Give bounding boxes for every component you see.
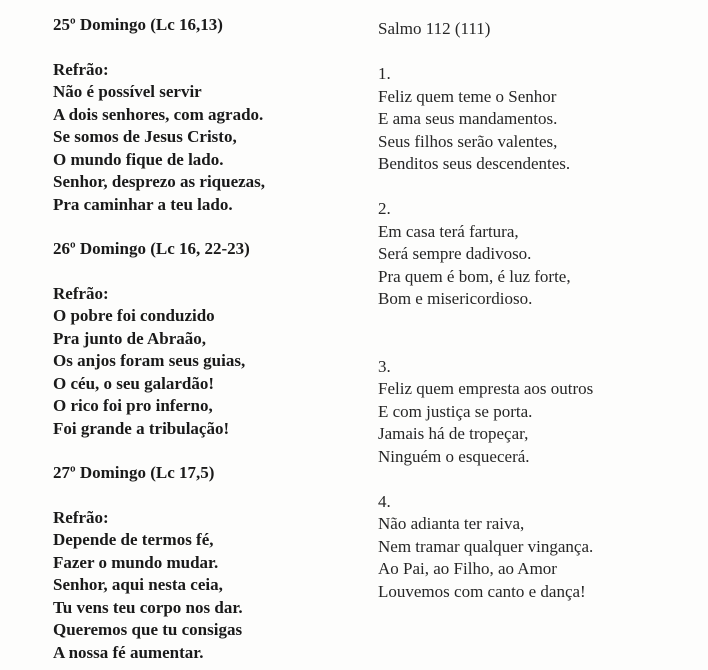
verse-line: Feliz quem empresta aos outros — [378, 379, 594, 398]
verse-line: Pra caminhar a teu lado. — [53, 194, 233, 214]
section-heading: 27º Domingo (Lc 17,5) — [53, 463, 215, 482]
refrao-label: Refrão: — [53, 59, 109, 79]
verse-line: O rico foi pro inferno, — [53, 396, 213, 415]
right-column — [378, 18, 698, 603]
left-column — [53, 14, 373, 664]
verse-line: Feliz quem teme o Senhor — [378, 86, 557, 106]
stanza-number: 1. — [378, 64, 391, 83]
verse-line: O pobre foi conduzido — [53, 306, 215, 325]
sunday-26-section — [53, 238, 373, 440]
refrao-label: Refrão: — [53, 283, 109, 303]
verse-line: Fazer o mundo mudar. — [53, 552, 219, 572]
verse-line: Os anjos foram seus guias, — [53, 351, 246, 370]
verse-line: Nem tramar qualquer vingança. — [378, 536, 594, 556]
verse-line: Ninguém o esquecerá. — [378, 446, 530, 466]
verse-line: Em casa terá fartura, — [378, 221, 519, 241]
verse-line: Depende de termos fé, — [53, 530, 214, 549]
verse-line: Foi grande a tribulação! — [53, 418, 230, 438]
verse-line: Não adianta ter raiva, — [378, 514, 525, 533]
verse-line: Jamais há de tropeçar, — [378, 424, 529, 443]
stanza-number: 4. — [378, 491, 391, 511]
section-heading: 26º Domingo (Lc 16, 22-23) — [53, 239, 250, 258]
verse-line: Será sempre dadivoso. — [378, 244, 532, 263]
verse-line: Senhor, desprezo as riquezas, — [53, 172, 266, 191]
verse-line: E com justiça se porta. — [378, 401, 533, 421]
stanza-number: 3. — [378, 356, 391, 376]
verse-line: E ama seus mandamentos. — [378, 109, 558, 128]
verse-line: Queremos que tu consigas — [53, 620, 243, 639]
refrao-label: Refrão: — [53, 507, 109, 527]
verse-line: A dois senhores, com agrado. — [53, 104, 264, 124]
section-heading: 25º Domingo (Lc 16,13) — [53, 15, 223, 34]
psalm-stanza-2 — [378, 198, 698, 311]
verse-line: Louvemos com canto e dança! — [378, 581, 586, 601]
stanza-number: 2. — [378, 199, 391, 218]
psalm-stanza-1 — [378, 63, 698, 176]
verse-line: Ao Pai, ao Filho, ao Amor — [378, 559, 557, 578]
verse-line: Benditos seus descendentes. — [378, 154, 571, 173]
verse-line: Não é possível servir — [53, 82, 202, 101]
psalm-stanza-4 — [378, 491, 698, 604]
verse-line: Se somos de Jesus Cristo, — [53, 127, 237, 146]
verse-line: Pra junto de Abraão, — [53, 328, 206, 348]
verse-line: Pra quem é bom, é luz forte, — [378, 266, 571, 286]
psalm-title: Salmo 112 (111) — [378, 19, 491, 38]
verse-line: O céu, o seu galardão! — [53, 373, 215, 393]
verse-line: Bom e misericordioso. — [378, 289, 533, 308]
verse-line: Tu vens teu corpo nos dar. — [53, 597, 243, 617]
verse-line: Senhor, aqui nesta ceia, — [53, 575, 223, 594]
verse-line: Seus filhos serão valentes, — [378, 131, 558, 151]
sunday-25-section — [53, 14, 373, 216]
sunday-27-section — [53, 462, 373, 664]
verse-line: O mundo fique de lado. — [53, 149, 224, 169]
verse-line: A nossa fé aumentar. — [53, 642, 204, 662]
psalm-stanza-3 — [378, 356, 698, 469]
